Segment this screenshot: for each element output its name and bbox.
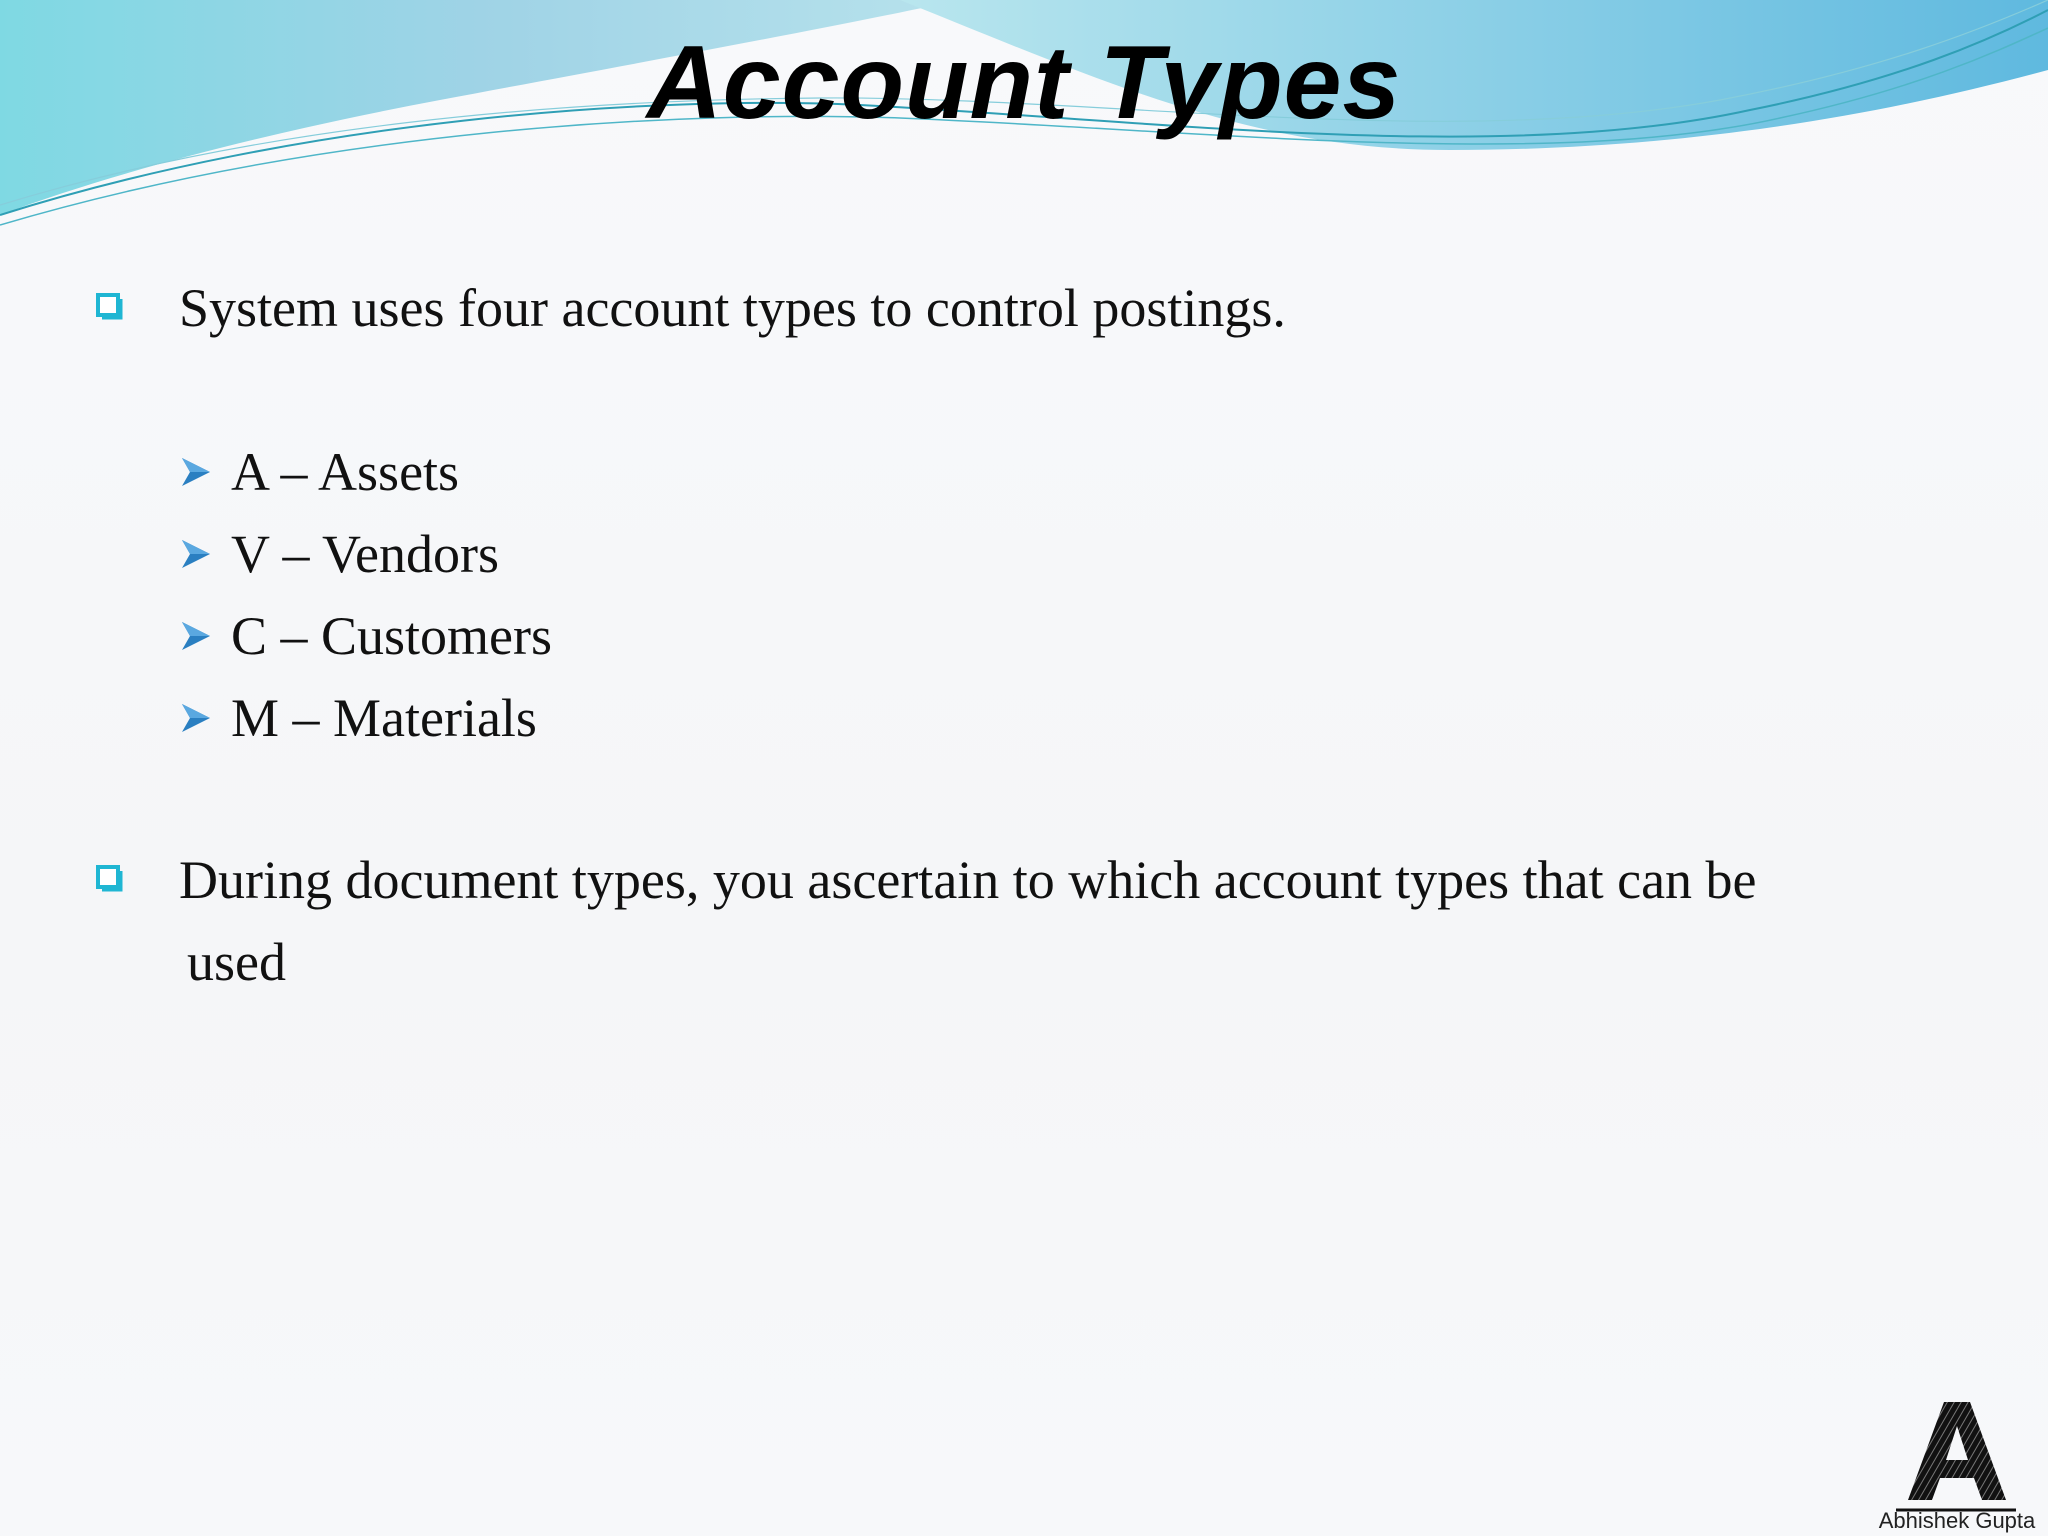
sub-item-materials: M – Materials bbox=[231, 688, 537, 748]
bullet-document-types-line2: used bbox=[187, 932, 286, 992]
sub-item-assets: A – Assets bbox=[231, 442, 460, 502]
bullet-document-types-line1: During document types, you ascertain to which account types that can be bbox=[179, 850, 1757, 910]
arrow-bullet-icon bbox=[180, 620, 212, 652]
arrow-bullet-icon bbox=[180, 702, 212, 734]
arrow-bullet-icon bbox=[180, 538, 212, 570]
sub-item-vendors: V – Vendors bbox=[231, 524, 500, 584]
box-bullet-icon bbox=[96, 293, 124, 321]
sub-item-customers: C – Customers bbox=[231, 606, 553, 666]
box-bullet-icon bbox=[96, 865, 124, 893]
logo-caption: Abhishek Gupta bbox=[1878, 1508, 2036, 1533]
arrow-bullet-icon bbox=[180, 456, 212, 488]
slide-title: Account Types bbox=[646, 25, 1402, 141]
bullet-system-uses: System uses four account types to control postings. bbox=[179, 278, 1286, 338]
